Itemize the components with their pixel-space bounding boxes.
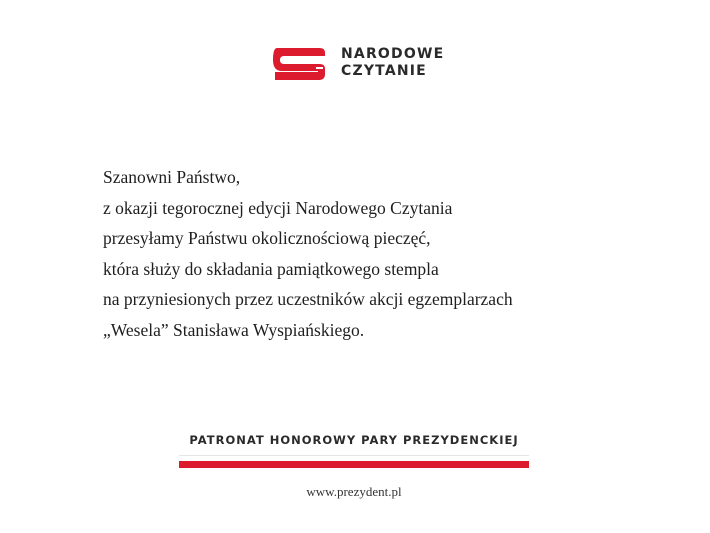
letter-line: przesyłamy Państwu okolicznościową pieczęć, — [103, 228, 431, 248]
logo-wordmark — [341, 46, 444, 80]
letter-line: „Wesela” Stanisława Wyspiańskiego. — [103, 319, 365, 340]
letter-line: która służy do składania pamiątkowego stempla — [103, 258, 439, 279]
letter-line: na przyniesionych przez uczestników akcji egzemplarzach — [103, 289, 513, 309]
letter-body — [103, 162, 513, 345]
letter-line: Szanowni Państwo, — [103, 167, 241, 187]
narodowe-czytanie-logo — [272, 45, 472, 85]
open-book-icon — [272, 47, 328, 81]
logo-line-2: CZYTANIE — [341, 63, 427, 79]
flag-stripe-red — [179, 461, 529, 468]
patronat-heading: PATRONAT HONOROWY PARY PREZYDENCKIEJ — [189, 433, 519, 447]
logo-line-1: NARODOWE — [341, 46, 445, 62]
letter-line: z okazji tegorocznej edycji Narodowego Czytania — [103, 197, 453, 218]
website-url: www.prezydent.pl — [306, 484, 402, 499]
